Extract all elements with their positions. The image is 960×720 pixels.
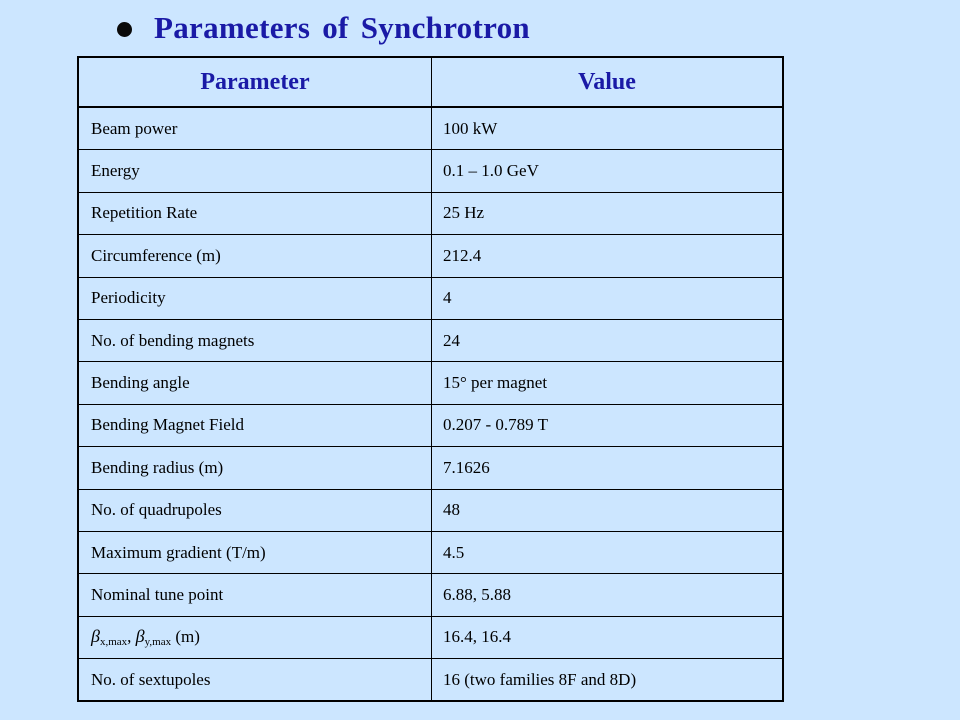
- beta-x-subscript: x,max: [99, 636, 128, 649]
- parameter-cell: No. of quadrupoles: [78, 489, 432, 531]
- parameter-cell: Energy: [78, 150, 432, 192]
- table-row: [78, 404, 783, 446]
- value-cell: 16 (two families 8F and 8D): [432, 659, 784, 702]
- parameter-cell: Circumference (m): [78, 235, 432, 277]
- parameter-cell: No. of bending magnets: [78, 319, 432, 361]
- parameter-cell: Periodicity: [78, 277, 432, 319]
- table-header-row: [78, 57, 783, 107]
- value-cell: 6.88, 5.88: [432, 574, 784, 616]
- value-cell: 212.4: [432, 235, 784, 277]
- parameter-cell: Bending angle: [78, 362, 432, 404]
- table-row: [78, 489, 783, 531]
- value-cell: 4: [432, 277, 784, 319]
- beta-y-subscript: y,max: [144, 636, 172, 649]
- value-cell: 48: [432, 489, 784, 531]
- table-row: [78, 616, 783, 658]
- slide-title: [117, 8, 530, 48]
- value-cell: 25 Hz: [432, 192, 784, 234]
- parameter-cell: No. of sextupoles: [78, 659, 432, 702]
- table-row: [78, 574, 783, 616]
- table-row: [78, 659, 783, 702]
- table-row: [78, 107, 783, 150]
- beta-separator: ,: [127, 627, 136, 647]
- value-cell: 15° per magnet: [432, 362, 784, 404]
- value-cell: 0.207 - 0.789 T: [432, 404, 784, 446]
- beta-symbol: β: [91, 626, 100, 647]
- parameter-cell: Repetition Rate: [78, 192, 432, 234]
- parameter-cell: Bending radius (m): [78, 447, 432, 489]
- beta-symbol: β: [135, 626, 145, 647]
- parameter-cell-beta: [78, 616, 432, 658]
- value-cell: 4.5: [432, 531, 784, 573]
- parameters-table: [77, 56, 784, 702]
- value-cell: 100 kW: [432, 107, 784, 150]
- table-row: [78, 531, 783, 573]
- table-row: [78, 277, 783, 319]
- table-row: [78, 447, 783, 489]
- value-cell: 24: [432, 319, 784, 361]
- table-row: [78, 150, 783, 192]
- value-cell: 0.1 – 1.0 GeV: [432, 150, 784, 192]
- parameter-cell: Maximum gradient (T/m): [78, 531, 432, 573]
- table-row: [78, 319, 783, 361]
- beta-unit: (m): [171, 627, 200, 647]
- bullet-icon: [117, 22, 132, 37]
- header-parameter: Parameter: [78, 57, 432, 107]
- value-cell: 7.1626: [432, 447, 784, 489]
- parameter-cell: Nominal tune point: [78, 574, 432, 616]
- parameter-cell: Bending Magnet Field: [78, 404, 432, 446]
- header-value: Value: [432, 57, 784, 107]
- table-row: [78, 192, 783, 234]
- parameter-cell: Beam power: [78, 107, 432, 150]
- title-text: Parameters of Synchrotron: [154, 10, 530, 45]
- table-row: [78, 362, 783, 404]
- value-cell: 16.4, 16.4: [432, 616, 784, 658]
- table-row: [78, 235, 783, 277]
